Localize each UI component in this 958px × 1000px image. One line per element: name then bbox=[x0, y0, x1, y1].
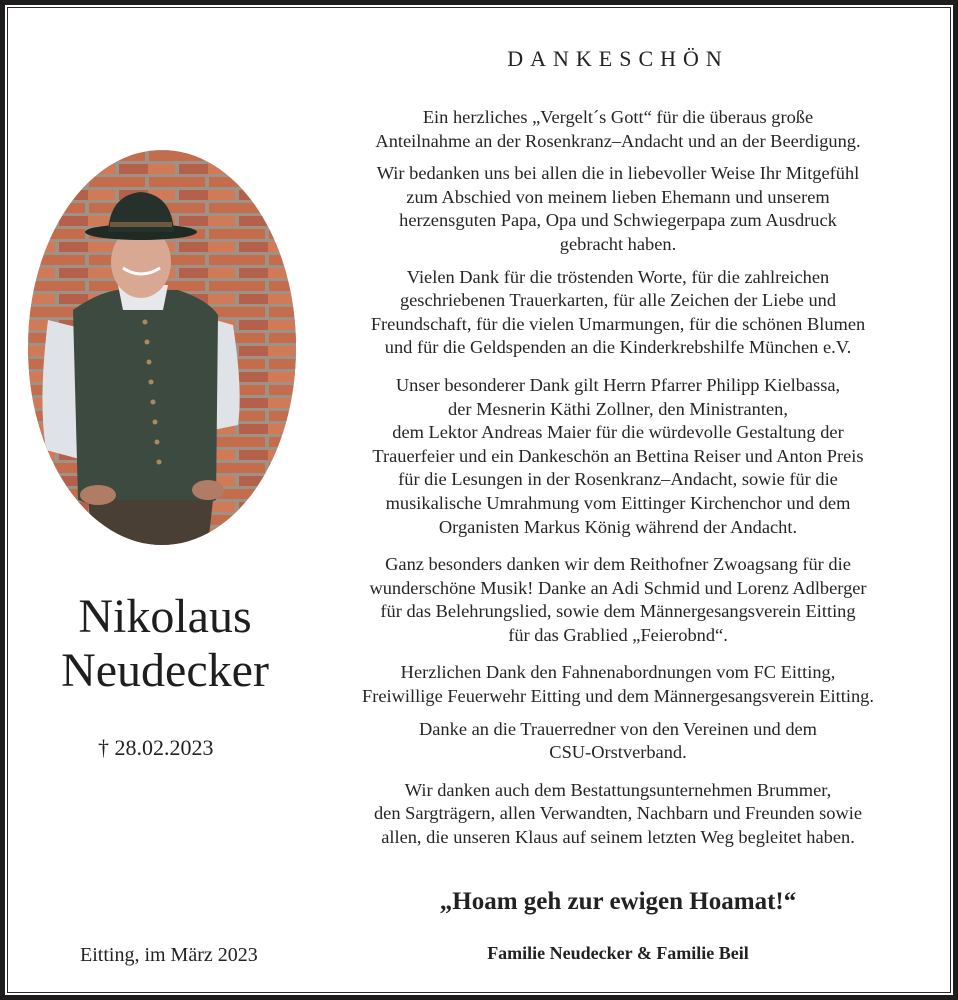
text-line: dem Lektor Andreas Maier für die würdevolle Gestaltung der bbox=[392, 422, 844, 443]
text-line: Herzlichen Dank den Fahnenabordnungen vom FC Eitting, bbox=[400, 662, 836, 683]
first-name: Nikolaus bbox=[78, 590, 252, 643]
paragraph bbox=[308, 718, 928, 765]
text-line: geschriebenen Trauerkarten, für alle Zeichen der Liebe und bbox=[399, 290, 837, 311]
text-line: Wir danken auch dem Bestattungsunternehmen Brummer, bbox=[404, 779, 832, 800]
text-line: und für die Geldspenden an die Kinderkrebshilfe München e.V. bbox=[384, 337, 852, 358]
text-line: Trauerfeier und ein Dankeschön an Bettina Reiser und Anton Preis bbox=[372, 445, 864, 466]
place-date: Eitting, im März 2023 bbox=[80, 944, 258, 966]
text-line: Freundschaft, für die vielen Umarmungen, für die schönen Blumen bbox=[370, 313, 866, 334]
text-line: Danke an die Trauerredner von den Vereinen und dem bbox=[418, 718, 817, 739]
paragraph bbox=[308, 661, 928, 708]
text-line: CSU-Orstverband. bbox=[549, 742, 687, 763]
text-line: Vielen Dank für die tröstenden Worte, für die zahlreichen bbox=[406, 266, 830, 287]
thank-you-text bbox=[308, 106, 928, 859]
paragraph bbox=[308, 374, 928, 539]
death-date: † 28.02.2023 bbox=[98, 735, 214, 760]
text-line: zum Abschied von meinem lieben Ehemann und unserem bbox=[406, 186, 830, 207]
text-line: Anteilnahme an der Rosenkranz–Andacht und an der Beerdigung. bbox=[375, 130, 861, 151]
paragraph bbox=[308, 779, 928, 850]
portrait-image-icon bbox=[28, 150, 296, 545]
text-line: Ein herzliches „Vergelt´s Gott“ für die überaus große bbox=[422, 107, 814, 127]
portrait-photo bbox=[28, 150, 296, 545]
deceased-name bbox=[20, 590, 310, 698]
left-column bbox=[20, 0, 310, 1000]
last-name: Neudecker bbox=[61, 644, 269, 697]
text-line: für das Grablied „Feierobnd“. bbox=[508, 624, 728, 645]
text-line: für das Belehrungslied, sowie dem Männergesangsverein Eitting bbox=[380, 601, 856, 622]
heading: DANKESCHÖN bbox=[507, 46, 729, 71]
text-line: Ganz besonders danken wir dem Reithofner Zwoagsang für die bbox=[385, 554, 851, 575]
text-line: für die Lesungen in der Rosenkranz–Andacht, sowie für die bbox=[398, 469, 838, 490]
paragraph bbox=[308, 162, 928, 256]
text-line: Unser besonderer Dank gilt Herrn Pfarrer Philipp Kielbassa, bbox=[395, 374, 841, 395]
text-line: wunderschöne Musik! Danke an Adi Schmid und Lorenz Adlberger bbox=[369, 577, 867, 598]
text-line: allen, die unseren Klaus auf seinem letzten Weg begleitet haben. bbox=[381, 827, 855, 848]
text-line: gebracht haben. bbox=[559, 233, 677, 254]
text-line: den Sargträgern, allen Verwandten, Nachbarn und Freunden sowie bbox=[373, 803, 863, 824]
signature: Familie Neudecker & Familie Beil bbox=[487, 943, 749, 963]
text-line: der Mesnerin Käthi Zollner, den Ministranten, bbox=[448, 398, 788, 419]
text-line: musikalische Umrahmung vom Eittinger Kirchenchor und dem bbox=[385, 492, 851, 513]
text-line: Organisten Markus König während der Andacht. bbox=[438, 516, 798, 537]
text-line: Freiwillige Feuerwehr Eitting und dem Männergesangsverein Eitting. bbox=[362, 686, 874, 707]
paragraph bbox=[308, 106, 928, 153]
motto: „Hoam geh zur ewigen Hoamat!“ bbox=[439, 888, 797, 915]
paragraph bbox=[308, 553, 928, 647]
text-line: herzensguten Papa, Opa und Schwiegerpapa zum Ausdruck bbox=[399, 210, 837, 231]
text-line: Wir bedanken uns bei allen die in liebevoller Weise Ihr Mitgefühl bbox=[376, 163, 860, 184]
paragraph bbox=[308, 266, 928, 360]
